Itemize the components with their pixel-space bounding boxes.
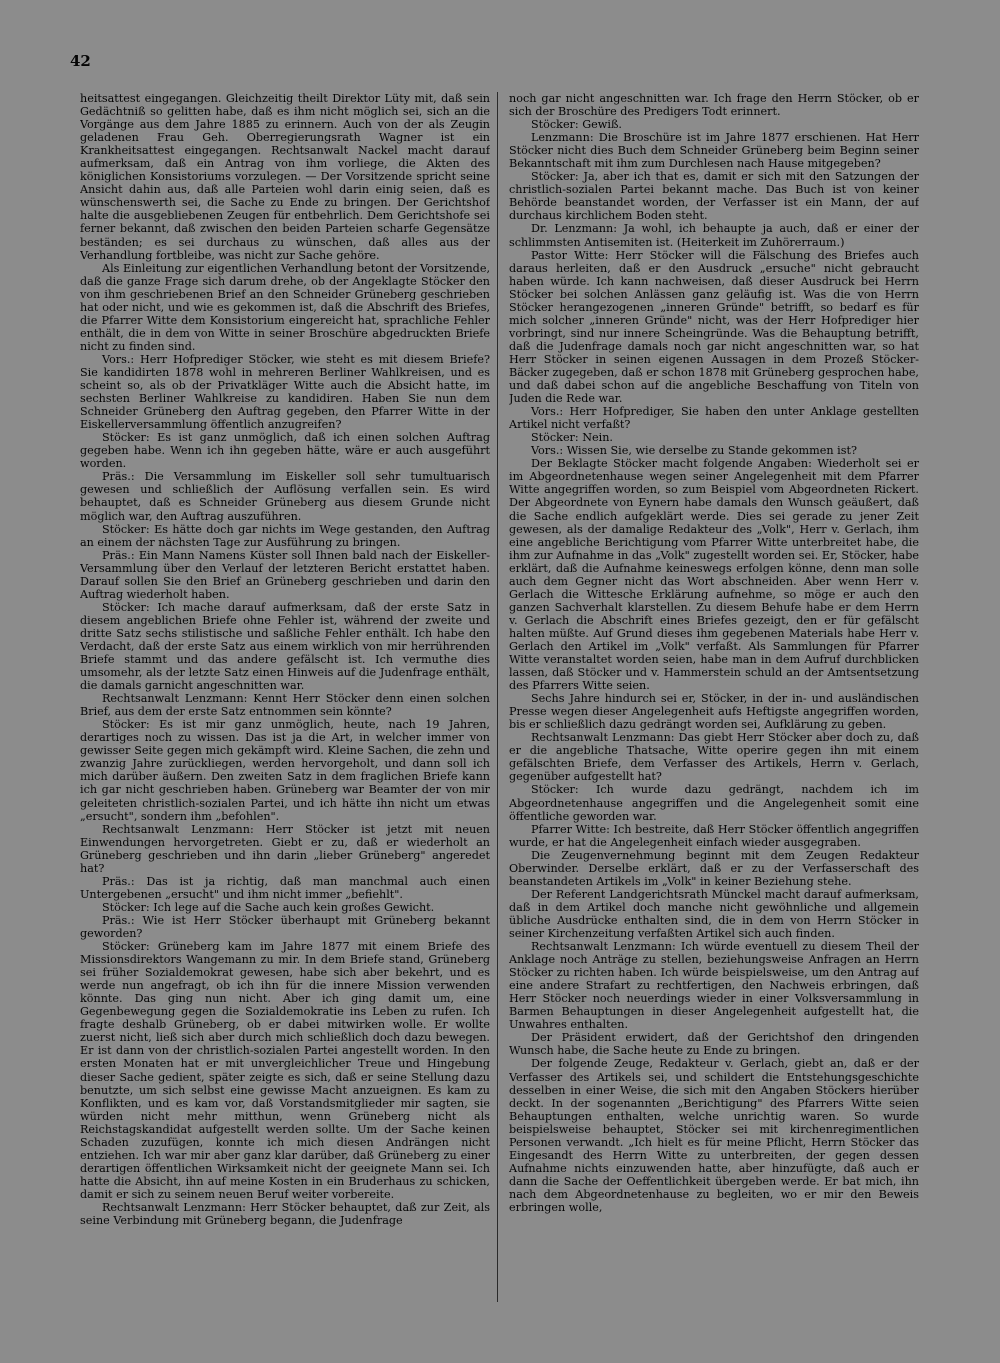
right-paragraph: Die Zeugenvernehmung beginnt mit dem Zeugen Redakteur Oberwinder. Derselbe erklärt, daß er zu der Verfasserschaft des beanstandeten Artikels im „Volk" in keiner Beziehung stehe. bbox=[509, 848, 919, 888]
right-paragraph: Der Beklagte Stöcker macht folgende Angaben: Wiederholt sei er im Abgeordnetenhause wegen seiner Angelegenheit mit dem Pfarrer Witte angegriffen worden, so zum Beispiel vom Abgeordneten Rickert. Der Abgeordnete von Eynern habe damals den Wunsch geäußert, daß die Sache endlich aufgeklärt werde. Dies sei gerade zu jener Zeit gewesen, als der damalige Redakteur des „Volk", Herr v. Gerlach, ihm eine angebliche Berichtigung vom Pfarrer Witte unterbreitet habe, die ihm zur Aufnahme in das „Volk" zugestellt worden sei. Er, Stöcker, habe erklärt, daß die Aufnahme keineswegs erfolgen könne, denn man solle auch dem Gegner nicht das Wort abschneiden. Aber wenn Herr v. Gerlach die Wittesche Erklärung aufnehme, so möge er auch den ganzen Sachverhalt klarstellen. Zu diesem Behufe habe er dem Herrn v. Gerlach die Abschrift eines Briefes gezeigt, den er für gefälscht halten müßte. Auf Grund dieses ihm gegebenen Materials habe Herr v. Gerlach den Artikel im „Volk" verfaßt. Als Sammlungen für Pfarrer Witte veranstaltet worden seien, habe man in dem Aufruf durchblicken lassen, daß Stöcker und v. Hammerstein schuld an der Amtsentsetzung des Pfarrers Witte seien. bbox=[509, 457, 919, 693]
right-paragraph: Stöcker: Nein. bbox=[531, 431, 613, 445]
column-divider bbox=[497, 92, 498, 1302]
left-paragraph: Präs.: Die Versammlung im Eiskeller soll sehr tumultuarisch gewesen und schließlich der Auflösung verfallen sein. Es wird behauptet, daß es Schneider Grüneberg aus diesem Grunde nicht möglich war, den Auftrag auszuführen. bbox=[80, 470, 490, 523]
page-number: 42 bbox=[70, 52, 91, 70]
left-paragraph: Als Einleitung zur eigentlichen Verhandlung betont der Vorsitzende, daß die ganze Frage sich darum drehe, ob der Angeklagte Stöcker den von ihm geschriebenen Brief an den Schneider Grüneberg geschrieben hat oder nicht, und wie es gekommen ist, daß die Abschrift des Briefes, die Pfarrer Witte dem Konsistorium eingereicht hat, sprachliche Fehler enthält, die in dem von Witte in seiner Broschüre abgedruckten Briefe nicht zu finden sind. bbox=[80, 261, 490, 353]
left-column bbox=[80, 92, 490, 1342]
left-paragraph: Rechtsanwalt Lenzmann: Herr Stöcker behauptet, daß zur Zeit, als seine Verbindung mit Grüneberg begann, die Judenfrage bbox=[80, 1200, 490, 1228]
right-paragraph: Stöcker: Ja, aber ich that es, damit er sich mit den Satzungen der christlich-sozialen Partei bekannt mache. Das Buch ist von keiner Behörde beanstandet worden, der Verfasser ist ein Mann, der auf durchaus kirchlichem Boden steht. bbox=[509, 170, 919, 223]
left-paragraph: Stöcker: Es ist ganz unmöglich, daß ich einen solchen Auftrag gegeben habe. Wenn ich ihn gegeben hätte, wäre er auch ausgeführt worden. bbox=[80, 431, 490, 471]
left-paragraph: Stöcker: Ich mache darauf aufmerksam, daß der erste Satz in diesem angeblichen Briefe ohne Fehler ist, während der zweite und dritte Satz sechs stilistische und saßliche Fehler enthält. Ich habe den Verdacht, daß der erste Satz aus einem wirklich von mir herrührenden Briefe stammt und das andere gefälscht ist. Ich vermuthe dies umsomehr, als der letzte Satz einen Hinweis auf die Judenfrage enthält, die damals garnicht angeschnitten war. bbox=[80, 600, 490, 693]
left-paragraph: Stöcker: Es ist mir ganz unmöglich, heute, nach 19 Jahren, derartiges noch zu wissen. Das ist ja die Art, in welcher immer von gewisser Seite gegen mich gekämpft wird. Kleine Sachen, die zehn und zwanzig Jahre zurückliegen, werden hervorgeholt, und dann soll ich mich darüber äußern. Den zweiten Satz in dem fraglichen Briefe kann ich gar nicht geschrieben haben. Grüneberg war Beamter der von mir geleiteten christlich-sozialen Partei, und ich hätte ihn nicht um etwas „ersucht", sondern ihm „befohlen". bbox=[80, 718, 490, 823]
right-paragraph: Vors.: Wissen Sie, wie derselbe zu Stande gekommen ist? bbox=[531, 444, 857, 458]
left-paragraph: Stöcker: Grüneberg kam im Jahre 1877 mit einem Briefe des Missionsdirektors Wangemann zu mir. In dem Briefe stand, Grüneberg sei früher Sozialdemokrat gewesen, habe sich aber bekehrt, und es werde nun angefragt, ob ich ihn für die innere Mission verwenden könnte. Das ging nun nicht. Aber ich ging damit um, eine Gegenbewegung gegen die Sozialdemokratie ins Leben zu rufen. Ich fragte deshalb Grüneberg, ob er dabei mitwirken wolle. Er wollte zuerst nicht, ließ sich aber durch mich schließlich doch dazu bewegen. Er ist dann von der christlich-sozialen Partei angestellt worden. In den ersten Monaten hat er mit unvergleichlicher Treue und Hingebung dieser Sache gedient, später zeigte es sich, daß er seine Stellung dazu benutzte, um sich selbst eine gewisse Macht anzueignen. Es kam zu Konflikten, und es kam vor, daß Vorstandsmitglieder mir sagten, sie würden nicht mehr mitthun, wenn Grüneberg nicht als Reichstagskandidat aufgestellt werden sollte. Um der Sache keinen Schaden zuzufügen, konnte ich mich diesen Andrängen nicht entziehen. Ich war mir aber ganz klar darüber, daß Grüneberg zu einer derartigen öffentlichen Wirksamkeit nicht der geeignete Mann sei. Ich hatte die Absicht, ihn auf meine Kosten in ein Bruderhaus zu schicken, damit er sich zu seinem neuen Beruf weiter vorbereite. bbox=[80, 940, 490, 1201]
right-paragraph: noch gar nicht angeschnitten war. Ich frage den Herrn Stöcker, ob er sich der Broschüre des Predigers Todt erinnert. bbox=[509, 92, 919, 119]
right-paragraph: Der Präsident erwidert, daß der Gerichtshof den dringenden Wunsch habe, die Sache heute zu Ende zu bringen. bbox=[509, 1031, 919, 1058]
right-paragraph: Rechtsanwalt Lenzmann: Das giebt Herr Stöcker aber doch zu, daß er die angebliche Thatsache, Witte operire gegen ihn mit einem gefälschten Briefe, dem Verfasser des Artikels, Herrn v. Gerlach, gegenüber aufgestellt hat? bbox=[509, 731, 919, 784]
right-paragraph: Sechs Jahre hindurch sei er, Stöcker, in der in- und ausländischen Presse wegen dieser Angelegenheit aufs Heftigste angegriffen worden, bis er schließlich dazu gedrängt worden sei, Aufklärung zu geben. bbox=[509, 692, 919, 732]
left-paragraph: heitsattest eingegangen. Gleichzeitig theilt Direktor Lüty mit, daß sein Gedächtniß so gelitten habe, daß es ihm nicht möglich sei, sich an die Vorgänge aus dem Jahre 1885 zu erinnern. Auch von der als Zeugin geladenen Frau Geh. Oberregierungsrath Wagner ist ein Krankheitsattest eingegangen. Rechtsanwalt Nackel macht darauf aufmerksam, daß ein Antrag von ihm vorliege, die Akten des königlichen Konsistoriums vorzulegen. — Der Vorsitzende spricht seine Ansicht dahin aus, daß alle Parteien wohl darin einig seien, daß es wünschenswerth sei, die Sache zu Ende zu bringen. Der Gerichtshof halte die ausgebliebenen Zeugen für entbehrlich. Dem Gerichtshofe sei ferner bekannt, daß zwischen den beiden Parteien scharfe Gegensätze beständen; es sei durchaus zu wünschen, daß alles aus der Verhandlung fortbleibe, was nicht zur Sache gehöre. bbox=[80, 92, 490, 262]
left-paragraph: Stöcker: Ich lege auf die Sache auch kein großes Gewicht. bbox=[102, 900, 435, 914]
left-paragraph: Präs.: Ein Mann Namens Küster soll Ihnen bald nach der Eiskeller-Versammlung über den Verlauf der letzteren Bericht erstattet haben. Darauf sollen Sie den Brief an Grüneberg geschrieben und darin den Auftrag wiederholt haben. bbox=[80, 548, 490, 601]
right-paragraph: Pfarrer Witte: Ich bestreite, daß Herr Stöcker öffentlich angegriffen wurde, er hat die Angelegenheit einfach wieder ausgegraben. bbox=[509, 822, 919, 849]
left-paragraph: Rechtsanwalt Lenzmann: Herr Stöcker ist jetzt mit neuen Einwendungen hervorgetreten. Giebt er zu, daß er wiederholt an Grüneberg geschrieben und ihn darin „lieber Grüneberg" angeredet hat? bbox=[80, 822, 490, 875]
left-paragraph: Präs.: Wie ist Herr Stöcker überhaupt mit Grüneberg bekannt geworden? bbox=[80, 913, 490, 940]
right-paragraph: Der folgende Zeuge, Redakteur v. Gerlach, giebt an, daß er der Verfasser des Artikels sei, und schildert die Entstehungsgeschichte desselben in einer Weise, die sich mit den Angaben Stöckers hierüber deckt. In der sogenannten „Berichtigung" des Pfarrers Witte seien Behauptungen enthalten, welche unrichtig waren. So wurde beispielsweise behauptet, Stöcker sei mit kirchenregimentlichen Personen verwandt. „Ich hielt es für meine Pflicht, Herrn Stöcker das Eingesandt des Herrn Witte zu unterbreiten, der gegen dessen Aufnahme nichts einzuwenden hatte, aber hinzufügte, daß auch er dann die Sache der Oeffentlichkeit übergeben werde. Er bat mich, ihn nach dem Abgeordnetenhause zu begleiten, wo er mir den Beweis erbringen wolle, bbox=[509, 1057, 919, 1214]
right-column bbox=[509, 92, 919, 1342]
right-paragraph: Lenzmann: Die Broschüre ist im Jahre 1877 erschienen. Hat Herr Stöcker nicht dies Buch dem Schneider Grüneberg beim Beginn seiner Bekanntschaft mit ihm zum Durchlesen nach Hause mitgegeben? bbox=[509, 131, 919, 171]
right-paragraph: Stöcker: Ich wurde dazu gedrängt, nachdem ich im Abgeordnetenhause angegriffen und die Angelegenheit somit eine öffentliche geworden war. bbox=[509, 783, 919, 823]
right-paragraph: Vors.: Herr Hofprediger, Sie haben den unter Anklage gestellten Artikel nicht verfaßt? bbox=[509, 405, 919, 432]
right-paragraph: Stöcker: Gewiß. bbox=[531, 118, 622, 132]
right-paragraph: Der Referent Landgerichtsrath Münckel macht darauf aufmerksam, daß in dem Artikel doch manche nicht gewöhnliche und allgemein übliche Ausdrücke enthalten sind, die in dem von Herrn Stöcker in seiner Kirchenzeitung verfaßten Artikel sich auch finden. bbox=[509, 887, 919, 940]
left-paragraph: Rechtsanwalt Lenzmann: Kennt Herr Stöcker denn einen solchen Brief, aus dem der erste Satz entnommen sein könnte? bbox=[80, 692, 490, 719]
left-paragraph: Vors.: Herr Hofprediger Stöcker, wie steht es mit diesem Briefe? Sie kandidirten 1878 wohl in mehreren Berliner Wahlkreisen, und es scheint so, als ob der Privatkläger Witte auch die Absicht hatte, im sechsten Berliner Wahlkreise zu kandidiren. Haben Sie nun dem Schneider Grüneberg den Auftrag gegeben, den Pfarrer Witte in der Eiskellerversammlung öffentlich anzugreifen? bbox=[80, 352, 490, 432]
right-paragraph: Pastor Witte: Herr Stöcker will die Fälschung des Briefes auch daraus herleiten, daß er den Ausdruck „ersuche" nicht gebraucht haben würde. Ich kann nachweisen, daß dieser Ausdruck bei Herrn Stöcker bei solchen Anlässen ganz geläufig ist. Was die von Herrn Stöcker herangezogenen „inneren Gründe" betrifft, so bedarf es für mich solcher „inneren Gründe" nicht, was der Herr Hofprediger hier vorbringt, sind nur innere Scheingründe. Was die Behauptung betrifft, daß die Judenfrage damals noch gar nicht angeschnitten war, so hat Herr Stöcker in seinen eigenen Aussagen in dem Prozeß Stöcker-Bäcker zugegeben, daß er schon 1878 mit Grüneberg gesprochen habe, und daß dabei schon auf die angebliche Beschaffung von Titeln von Juden die Rede war. bbox=[509, 248, 919, 406]
left-paragraph: Stöcker: Es hätte doch gar nichts im Wege gestanden, den Auftrag an einem der nächsten Tage zur Ausführung zu bringen. bbox=[80, 522, 490, 549]
right-paragraph: Dr. Lenzmann: Ja wohl, ich behaupte ja auch, daß er einer der schlimmsten Antisemiten ist. (Heiterkeit im Zuhörerraum.) bbox=[509, 222, 919, 249]
left-paragraph: Präs.: Das ist ja richtig, daß man manchmal auch einen Untergebenen „ersucht" und ihm nicht immer „befiehlt". bbox=[80, 874, 490, 901]
right-paragraph: Rechtsanwalt Lenzmann: Ich würde eventuell zu diesem Theil der Anklage noch Anträge zu stellen, beziehungsweise Anfragen an Herrn Stöcker zu richten haben. Ich würde beispielsweise, um den Antrag auf eine andere Strafart zu rechtfertigen, den Nachweis erbringen, daß Herr Stöcker noch neuerdings wieder in einer Volksversammlung in Barmen Behauptungen in dieser Angelegenheit aufgestellt hat, die Unwahres enthalten. bbox=[509, 940, 919, 1032]
